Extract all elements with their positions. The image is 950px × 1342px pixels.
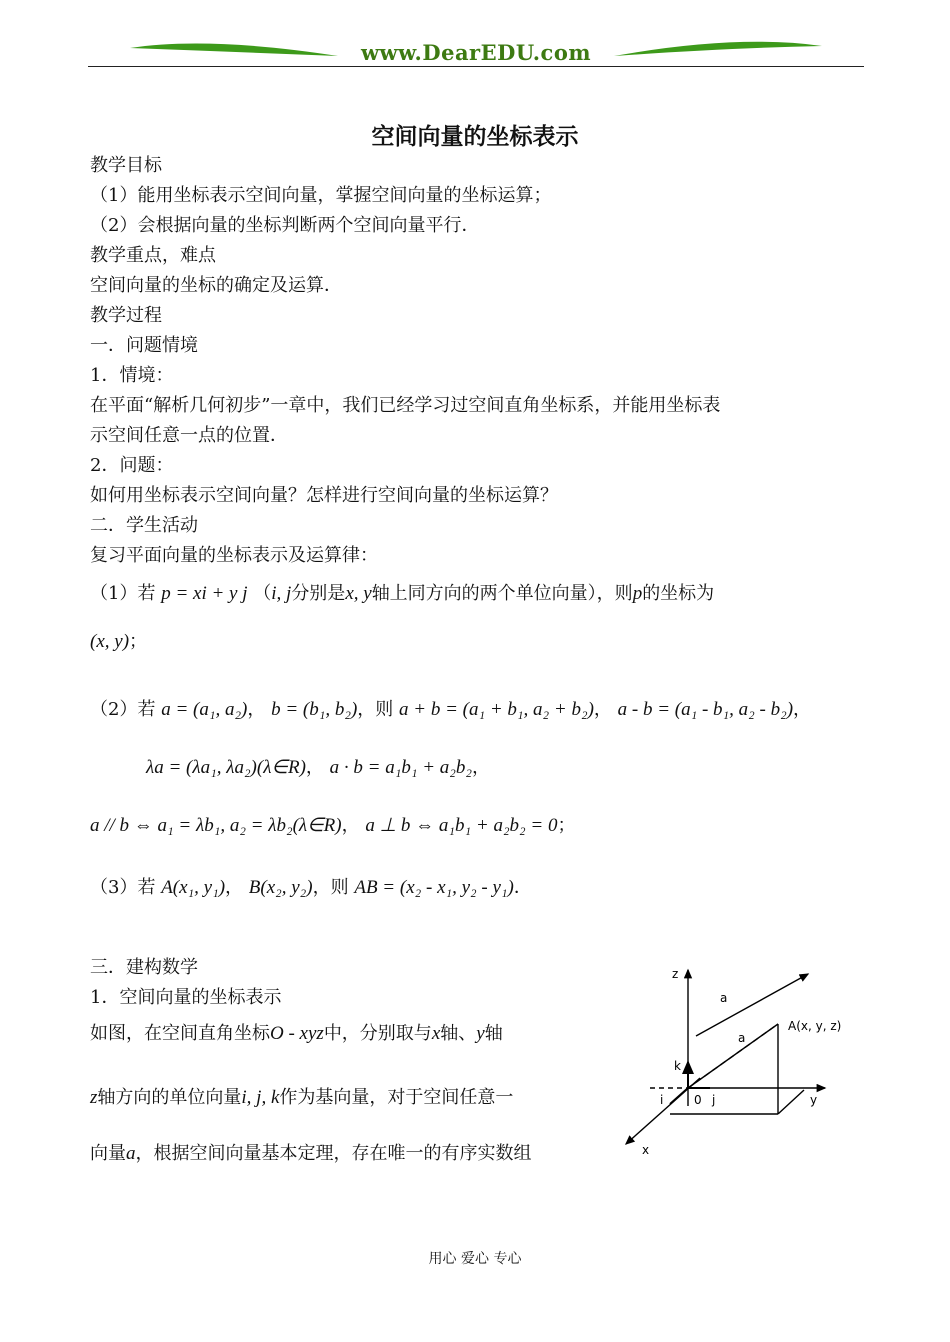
text: ， <box>225 877 244 898</box>
formula: x, y <box>345 583 372 604</box>
formula: (x, y) <box>90 631 130 652</box>
text-line: 教学过程 <box>90 305 162 326</box>
text-line: 在平面“解析几何初步”一章中，我们已经学习过空间直角坐标系，并能用坐标表 <box>90 395 721 416</box>
formula: AB = (x₂ - x₁, y₂ - y₁) <box>354 877 514 898</box>
text-line: 如何用坐标表示空间向量？怎样进行空间向量的坐标运算？ <box>90 485 558 506</box>
text-line: 复习平面向量的坐标表示及运算律： <box>90 545 378 566</box>
formula: O - xyz <box>270 1023 324 1044</box>
label-x: x <box>642 1143 650 1157</box>
text: （2）若 <box>90 699 156 720</box>
text: ， <box>793 699 812 720</box>
text: 向量 <box>90 1143 126 1164</box>
text: ，则 <box>312 877 349 898</box>
text: （ <box>253 583 272 604</box>
formula: z <box>90 1087 98 1108</box>
text: ； <box>557 815 576 836</box>
text: 轴上同方向的两个单位向量），则 <box>371 583 633 604</box>
item-2-scalar-line <box>146 756 490 780</box>
label-k: k <box>674 1059 681 1073</box>
paragraph-line <box>90 1142 532 1166</box>
item-1-line <box>90 582 714 606</box>
text: ， <box>341 815 360 836</box>
text: ， <box>593 699 612 720</box>
formula: i, j <box>271 583 292 604</box>
text: 轴 <box>484 1023 503 1044</box>
text-line: 教学重点，难点 <box>90 245 216 266</box>
text: ，则 <box>357 699 394 720</box>
paragraph-line <box>90 1022 503 1046</box>
formula: a // b ⇔ a₁ = λb₁, a₂ = λb₂(λ∈R) <box>90 815 342 836</box>
text-line: 示空间任意一点的位置． <box>90 425 288 446</box>
text: （1）若 <box>90 583 156 604</box>
formula: a = (a₁, a₂) <box>161 699 248 720</box>
item-1-coord-line <box>90 630 147 654</box>
text: ， <box>247 699 266 720</box>
item-3-line <box>90 876 532 900</box>
coordinate-figure <box>620 958 870 1158</box>
label-j: j <box>712 1093 716 1107</box>
page-title: 空间向量的坐标表示 <box>371 124 579 150</box>
label-o: 0 <box>694 1093 702 1107</box>
text: ， <box>305 757 324 778</box>
formula: a <box>126 1143 136 1164</box>
section-heading: 三．建构数学 <box>90 957 198 978</box>
text-line: 1．情境： <box>90 365 174 386</box>
text-line: 二．学生活动 <box>90 515 198 536</box>
subsection-heading: 1．空间向量的坐标表示 <box>90 987 282 1008</box>
text: ． <box>513 877 532 898</box>
formula: a ⊥ b ⇔ a₁b₁ + a₂b₂ = 0 <box>365 815 558 836</box>
text-line: （1）能用坐标表示空间向量，掌握空间向量的坐标运算； <box>90 185 552 206</box>
text-line: 一．问题情境 <box>90 335 198 356</box>
label-a-mid: a <box>738 1031 746 1045</box>
text: 轴方向的单位向量 <box>97 1087 242 1108</box>
formula: p = xi + y j <box>161 583 248 604</box>
label-a-top: a <box>720 991 728 1005</box>
text: ，根据空间向量基本定理，存在唯一的有序实数组 <box>135 1143 532 1164</box>
formula: a + b = (a₁ + b₁, a₂ + b₂) <box>399 699 594 720</box>
formula: a - b = (a₁ - b₁, a₂ - b₂) <box>617 699 794 720</box>
header-banner <box>88 34 864 70</box>
formula: p <box>632 583 643 604</box>
formula: i, j, k <box>241 1087 280 1108</box>
site-name: www.DearEDU.com <box>360 40 592 65</box>
text: 如图，在空间直角坐标 <box>90 1023 270 1044</box>
text-line: （2）会根据向量的坐标判断两个空间向量平行． <box>90 215 480 236</box>
formula: a · b = a₁b₁ + a₂b₂ <box>329 757 472 778</box>
paragraph-line <box>90 1086 513 1110</box>
text: 分别是 <box>291 583 346 604</box>
text: ， <box>471 757 490 778</box>
text: ； <box>129 631 148 652</box>
item-2-parallel-line <box>90 814 575 838</box>
formula: x <box>431 1023 441 1044</box>
text: 轴、 <box>440 1023 477 1044</box>
text: 的坐标为 <box>642 583 715 604</box>
text: 中，分别取与 <box>323 1023 432 1044</box>
label-point-a: A(x, y, z) <box>788 1019 842 1033</box>
label-y: y <box>810 1093 818 1107</box>
footer: 用心 爱心 专心 <box>428 1251 522 1267</box>
label-z: z <box>672 967 679 981</box>
header-rule <box>88 66 864 67</box>
text: （3）若 <box>90 877 156 898</box>
label-i: i <box>660 1093 664 1107</box>
formula: y <box>476 1023 485 1044</box>
item-2-line <box>90 698 811 722</box>
formula: A(x₁, y₁) <box>161 877 226 898</box>
formula: λa = (λa₁, λa₂)(λ∈R) <box>146 757 306 778</box>
text-line: 空间向量的坐标的确定及运算． <box>90 275 342 296</box>
text-line: 2．问题： <box>90 455 174 476</box>
formula: B(x₂, y₂) <box>248 877 313 898</box>
formula: b = (b₁, b₂) <box>271 699 358 720</box>
text-line: 教学目标 <box>90 155 162 176</box>
text: 作为基向量，对于空间任意一 <box>279 1087 514 1108</box>
